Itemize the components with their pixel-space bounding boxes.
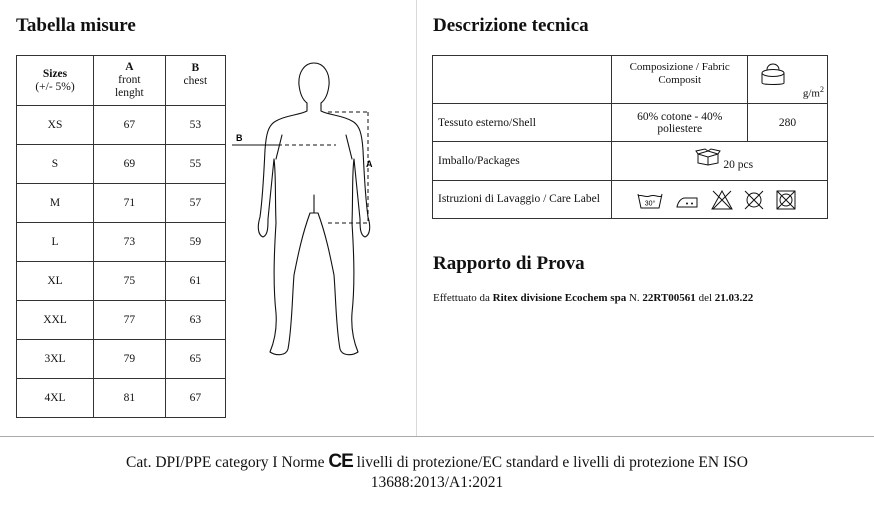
chest-cell: 59 [165,223,225,262]
iron-low-icon [675,193,699,209]
no-tumble-dry-icon [775,190,797,210]
column-divider [416,0,417,436]
size-row [17,301,226,340]
size-cell: XS [17,106,94,145]
size-cell: XL [17,262,94,301]
front-length-cell: 67 [94,106,166,145]
size-row [17,262,226,301]
packages-value: 20 pcs [723,159,754,171]
dim-b-label: B [236,133,243,143]
tech-header-empty [433,56,612,104]
shell-weight: 280 [748,104,828,142]
size-cell: XXL [17,301,94,340]
size-row [17,379,226,418]
col-b-label: B [191,62,200,74]
weight-icon [758,62,788,88]
footer-iso: 13688:2013/A1:2021 [370,474,504,491]
tech-table [432,55,828,219]
chest-cell: 55 [165,145,225,184]
col-a-desc: front lenght [114,74,144,99]
chest-cell: 67 [165,379,225,418]
shell-label: Tessuto esterno/Shell [433,104,612,142]
size-row [17,184,226,223]
front-length-cell: 75 [94,262,166,301]
col-header-b [165,56,225,106]
size-cell: 4XL [17,379,94,418]
front-length-cell: 77 [94,301,166,340]
packages-label: Imballo/Packages [433,142,612,181]
dim-a-label: A [366,159,373,169]
test-report-text: Effettuato da Ritex divisione Ecochem spa N. 22RT00561 del 21.03.22 [433,292,754,304]
size-row [17,145,226,184]
care-label: Istruzioni di Lavaggio / Care Label [433,181,612,219]
svg-text:30°: 30° [645,200,656,207]
col-a-label: A [125,61,134,73]
front-length-cell: 71 [94,184,166,223]
test-lab: Ritex divisione Ecochem spa [492,292,627,304]
chest-cell: 63 [165,301,225,340]
col-sizes-tolerance: (+/- 5%) [35,80,75,93]
chest-cell: 65 [165,340,225,379]
size-cell: M [17,184,94,223]
footer-norms [0,452,874,493]
weight-unit: $g/m^2$ [802,85,824,100]
chest-cell: 61 [165,262,225,301]
body-measurement-figure [232,55,412,365]
size-table-title: Tabella misure [16,15,136,36]
front-length-cell: 73 [94,223,166,262]
test-report-title: Rapporto di Prova [433,253,585,274]
col-b-desc: chest [183,75,208,87]
ce-mark: CE [328,451,353,472]
wash-30-icon [637,192,663,210]
front-length-cell: 69 [94,145,166,184]
packages-cell [612,142,828,181]
size-row [17,106,226,145]
size-cell: S [17,145,94,184]
front-length-cell: 79 [94,340,166,379]
no-dry-clean-icon [743,190,765,210]
col-header-a [94,56,166,106]
footer-category: Cat. DPI/PPE category I Norme [126,454,325,471]
chest-cell: 57 [165,184,225,223]
package-box-icon [695,148,721,166]
composition-header: Composizione / Fabric Composit [612,56,748,104]
col-sizes-label: Sizes [42,67,68,80]
size-row [17,223,226,262]
footer-standard: livelli di protezione/EC standard e livelli di protezione EN ISO [356,454,748,471]
report-date: 21.03.22 [714,292,754,304]
size-row [17,340,226,379]
report-number: 22RT00561 [642,292,696,304]
tech-description-title: Descrizione tecnica [433,15,589,36]
chest-cell: 53 [165,106,225,145]
care-icons-cell [612,181,828,219]
weight-header [748,56,828,104]
col-header-sizes [17,56,94,106]
footer-divider [0,436,874,437]
no-bleach-icon [711,190,733,210]
shell-composition: 60% cotone - 40% poliestere [612,104,748,142]
size-table [16,55,226,418]
front-length-cell: 81 [94,379,166,418]
size-cell: L [17,223,94,262]
size-cell: 3XL [17,340,94,379]
